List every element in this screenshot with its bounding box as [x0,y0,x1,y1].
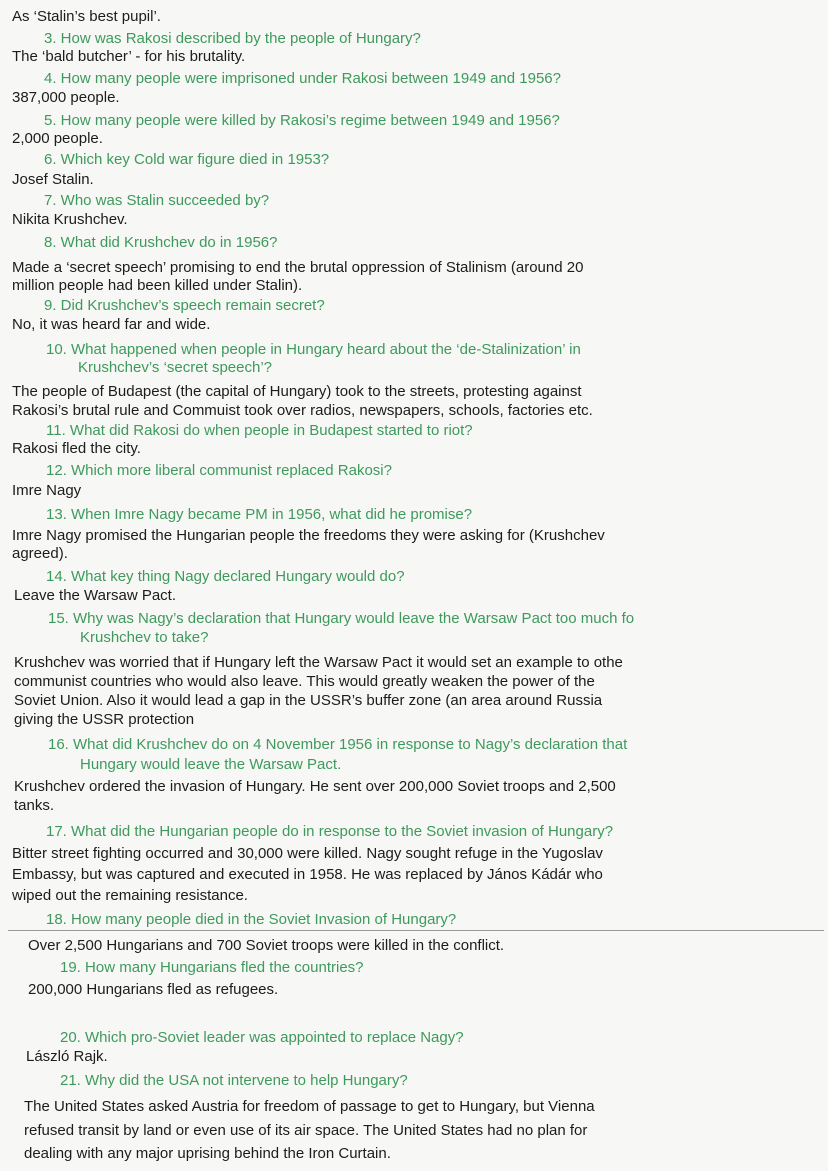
question-5: 5. How many people were killed by Rakosi’s regime between 1949 and 1956? [44,112,560,129]
question-7: 7. Who was Stalin succeeded by? [44,192,270,209]
question-16-line-2: Hungary would leave the Warsaw Pact. [80,756,342,773]
answer-17-line-3: wiped out the remaining resistance. [12,887,248,904]
answer-10-line-2: Rakosi’s brutal rule and Commuist took over radios, newspapers, schools, factories etc. [12,402,593,419]
answer-13-line-1: Imre Nagy promised the Hungarian people the freedoms they were asking for (Krushchev [12,527,605,544]
answer-11: Rakosi fled the city. [12,440,141,457]
question-3: 3. How was Rakosi described by the people of Hungary? [44,30,421,47]
answer-2: As ‘Stalin’s best pupil’. [12,8,161,25]
answer-15-line-4: giving the USSR protection [14,711,195,728]
answer-8-line-1: Made a ‘secret speech’ promising to end the brutal oppression of Stalinism (around 20 [12,259,584,276]
answer-21-line-2: refused transit by land or even use of its air space. The United States had no plan for [24,1122,588,1139]
question-15-line-1: 15. Why was Nagy’s declaration that Hungary would leave the Warsaw Pact too much fo [48,610,635,627]
answer-8-line-2: million people had been killed under Stalin). [12,277,303,294]
answer-17-line-2: Embassy, but was captured and executed in 1958. He was replaced by János Kádár who [12,866,603,883]
answer-17-line-1: Bitter street fighting occurred and 30,000 were killed. Nagy sought refuge in the Yugoslav [12,845,603,862]
answer-18: Over 2,500 Hungarians and 700 Soviet troops were killed in the conflict. [28,937,505,954]
answer-20: László Rajk. [26,1048,108,1065]
question-8: 8. What did Krushchev do in 1956? [44,234,278,251]
answer-21-line-1: The United States asked Austria for freedom of passage to get to Hungary, but Vienna [24,1098,595,1115]
question-15-line-2: Krushchev to take? [80,629,209,646]
answer-4: 387,000 people. [12,89,120,106]
question-20: 20. Which pro-Soviet leader was appointed to replace Nagy? [60,1029,464,1046]
question-6: 6. Which key Cold war figure died in 1953? [44,151,330,168]
question-19: 19. How many Hungarians fled the countries? [60,959,364,976]
question-4: 4. How many people were imprisoned under Rakosi between 1949 and 1956? [44,70,561,87]
divider-line [8,930,824,931]
question-11: 11. What did Rakosi do when people in Budapest started to riot? [46,422,473,439]
answer-16-line-1: Krushchev ordered the invasion of Hungary. He sent over 200,000 Soviet troops and 2,500 [14,778,616,795]
answer-19: 200,000 Hungarians fled as refugees. [28,981,279,998]
question-9: 9. Did Krushchev’s speech remain secret? [44,297,325,314]
answer-6: Josef Stalin. [12,171,94,188]
answer-10-line-1: The people of Budapest (the capital of Hungary) took to the streets, protesting against [12,383,582,400]
answer-15-line-2: communist countries who would also leave. This would greatly weaken the power of the [14,673,595,690]
answer-15-line-1: Krushchev was worried that if Hungary left the Warsaw Pact it would set an example to othe [14,654,623,671]
answer-16-line-2: tanks. [14,797,55,814]
answer-3: The ‘bald butcher’ - for his brutality. [12,48,246,65]
answer-7: Nikita Krushchev. [12,211,128,228]
question-16-line-1: 16. What did Krushchev do on 4 November 1956 in response to Nagy’s declaration that [48,736,628,753]
answer-12: Imre Nagy [12,482,82,499]
question-21: 21. Why did the USA not intervene to help Hungary? [60,1072,408,1089]
answer-13-line-2: agreed). [12,545,68,562]
question-18: 18. How many people died in the Soviet Invasion of Hungary? [46,911,457,928]
question-14: 14. What key thing Nagy declared Hungary would do? [46,568,405,585]
answer-15-line-3: Soviet Union. Also it would lead a gap in the USSR’s buffer zone (an area around Russia [14,692,603,709]
question-12: 12. Which more liberal communist replaced Rakosi? [46,462,392,479]
question-10-line-1: 10. What happened when people in Hungary heard about the ‘de-Stalinization’ in [46,341,581,358]
answer-21-line-3: dealing with any major uprising behind the Iron Curtain. [24,1145,391,1162]
answer-9: No, it was heard far and wide. [12,316,211,333]
question-13: 13. When Imre Nagy became PM in 1956, what did he promise? [46,506,473,523]
answer-14: Leave the Warsaw Pact. [14,587,177,604]
question-10-line-2: Krushchev’s ‘secret speech’? [78,359,272,376]
answer-5: 2,000 people. [12,130,103,147]
question-17: 17. What did the Hungarian people do in response to the Soviet invasion of Hungary? [46,823,614,840]
